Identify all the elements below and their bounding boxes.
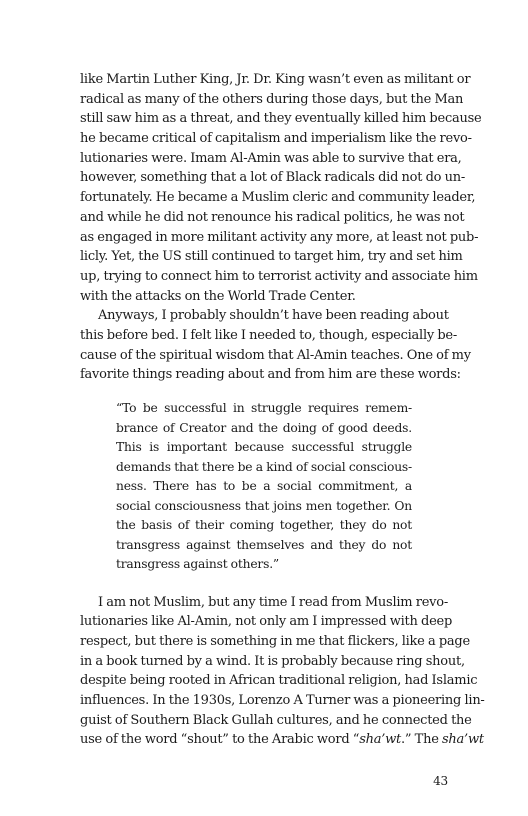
text-line: cause of the spiritual wisdom that Al-Amin teaches. One of my: [80, 347, 471, 363]
text-line: favorite things reading about and from him are these words:: [80, 367, 461, 383]
text-line: [80, 730, 484, 750]
spacer: [80, 385, 448, 399]
block-quote: [80, 399, 448, 575]
quote-line: This is important because successful struggle: [116, 440, 412, 454]
spacer: [80, 575, 448, 593]
text-line: despite being rooted in African traditional religion, had Islamic: [80, 673, 478, 689]
text-line: radical as many of the others during those days, but the Man: [80, 91, 464, 107]
text-line: respect, but there is something in me that flickers, like a page: [80, 633, 470, 649]
text-line: I am not Muslim, but any time I read from Muslim revo-: [98, 594, 448, 610]
page-body: [80, 70, 485, 750]
italic-term: sha’wt: [359, 732, 401, 748]
text-line: licly. Yet, the US still continued to target him, try and set him: [80, 249, 463, 265]
text-run: .” The: [400, 732, 443, 748]
text-line: with the attacks on the World Trade Center.: [80, 288, 356, 304]
text-line: in a book turned by a wind. It is probably because ring shout,: [80, 653, 465, 669]
quote-line: demands that there be a kind of social conscious-: [116, 459, 412, 474]
text-line: as engaged in more militant activity any more, at least not pub-: [80, 229, 479, 245]
quote-line: brance of Creator and the doing of good deeds.: [116, 420, 412, 435]
text-line: Anyways, I probably shouldn’t have been reading about: [98, 308, 449, 324]
paragraph: [80, 306, 471, 385]
text-line: lutionaries like Al-Amin, not only am I impressed with deep: [80, 614, 453, 630]
quote-line: the basis of their coming together, they do not: [116, 518, 412, 532]
text-line: however, something that a lot of Black radicals did not do un-: [80, 170, 466, 186]
text-line: still saw him as a threat, and they eventually killed him because: [80, 111, 482, 127]
quote-line: transgress against themselves and they do not: [116, 537, 412, 552]
quote-line: “To be successful in struggle requires remem-: [116, 401, 412, 415]
quote-line: transgress against others.”: [116, 557, 280, 571]
text-run: use of the word “shout” to the Arabic word “: [80, 732, 360, 748]
text-line: like Martin Luther King, Jr. Dr. King wasn’t even as militant or: [80, 72, 471, 87]
italic-term: sha’wt: [442, 732, 484, 748]
text-line: he became critical of capitalism and imperialism like the revo-: [80, 131, 472, 147]
paragraph: [80, 593, 485, 751]
quote-line: social consciousness that joins men together. On: [116, 498, 412, 513]
text-line: influences. In the 1930s, Lorenzo A Turner was a pioneering lin-: [80, 692, 485, 708]
text-line: lutionaries were. Imam Al-Amin was able to survive that era,: [80, 150, 462, 166]
text-line: up, trying to connect him to terrorist activity and associate him: [80, 268, 478, 284]
text-line: and while he did not renounce his radical politics, he was not: [80, 209, 465, 225]
page-number: 43: [433, 774, 448, 788]
quote-line: ness. There has to be a social commitment, a: [116, 479, 412, 493]
text-line: guist of Southern Black Gullah cultures, and he connected the: [80, 712, 472, 728]
text-line: this before bed. I felt like I needed to, though, especially be-: [80, 327, 457, 343]
paragraph: [80, 70, 482, 306]
text-line: fortunately. He became a Muslim cleric and community leader,: [80, 190, 476, 206]
